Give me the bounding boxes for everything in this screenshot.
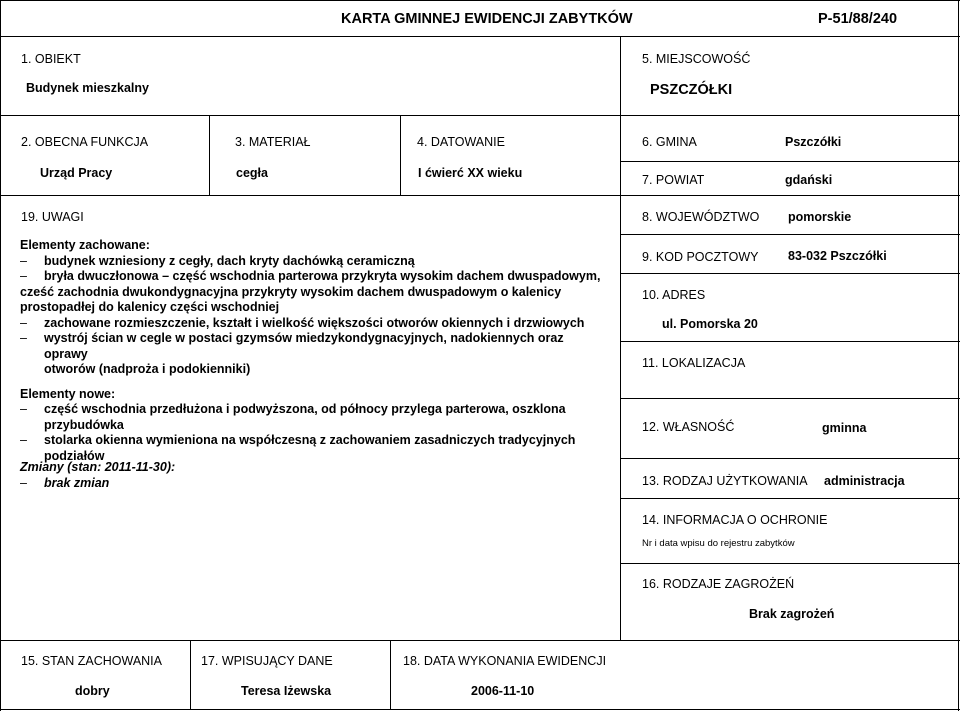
uzytkowanie-value: administracja (824, 474, 905, 488)
rule-ochrona (620, 563, 960, 564)
gmina-label: 6. GMINA (642, 135, 697, 149)
rule-wlasnosc (620, 458, 960, 459)
obiekt-value: Budynek mieszkalny (26, 81, 149, 95)
rule-obiekt (0, 115, 620, 116)
datowanie-value: I ćwierć XX wieku (418, 166, 523, 180)
rule-top (0, 0, 960, 1)
rule-kod (620, 273, 960, 274)
kod-label: 9. KOD POCZTOWY (642, 250, 759, 264)
rule-powiat (620, 195, 960, 196)
rule-col-17-18 (390, 640, 391, 710)
uzytkowanie-label: 13. RODZAJ UŻYTKOWANIA (642, 474, 808, 488)
zachowane-item-cont: otworów (nadproża i podokienniki) (44, 362, 251, 376)
datowanie-label: 4. DATOWANIE (417, 135, 505, 149)
lokalizacja-label: 11. LOKALIZACJA (642, 356, 746, 370)
powiat-label: 7. POWIAT (642, 173, 705, 187)
rule-col-3-4 (400, 115, 401, 195)
zachowane-item-cont: prostopadłej do kalenicy części wschodniej (20, 300, 280, 314)
rule-bottom-row (0, 640, 960, 641)
wpisujacy-label: 17. WPISUJĄCY DANE (201, 654, 333, 668)
nowe-heading: Elementy nowe: (20, 386, 116, 401)
material-label: 3. MATERIAŁ (235, 135, 311, 149)
rule-header (0, 36, 960, 37)
zagrozenia-value: Brak zagrożeń (749, 607, 835, 621)
nowe-item-cont: przybudówka (44, 417, 124, 432)
miejscowosc-value: PSZCZÓŁKI (650, 82, 733, 98)
wlasnosc-value: gminna (822, 421, 867, 435)
rule-gmina (620, 161, 960, 162)
material-value: cegła (236, 166, 268, 180)
rule-adres (620, 341, 960, 342)
zagrozenia-label: 16. RODZAJE ZAGROŻEŃ (642, 577, 795, 591)
ochrona-note: Nr i data wpisu do rejestru zabytków (642, 538, 795, 549)
ochrona-label: 14. INFORMACJA O OCHRONIE (642, 513, 828, 527)
funkcja-label: 2. OBECNA FUNKCJA (21, 135, 149, 149)
zachowane-item: – budynek wzniesiony z cegły, dach kryty dachówką ceramiczną (20, 254, 610, 270)
zachowane-item: – zachowane rozmieszczenie, kształt i wielkość większości otworów okiennych i drzwiowych (20, 316, 610, 332)
wojewodztwo-label: 8. WOJEWÓDZTWO (642, 210, 760, 224)
miejscowosc-label: 5. MIEJSCOWOŚĆ (642, 52, 751, 66)
kod-value: 83-032 Pszczółki (788, 249, 887, 263)
zmiany-item: – brak zmian (20, 475, 175, 491)
zachowane-heading: Elementy zachowane: (20, 238, 150, 252)
funkcja-value: Urząd Pracy (40, 166, 113, 180)
nowe-item: – stolarka okienna wymieniona na współczesną z zachowaniem zasadniczych tradycyjnych (20, 433, 610, 449)
nowe-item-cont: podziałów (44, 448, 105, 463)
zachowane-item-cont: cześć zachodnia dwukondygnacyjna przykryty wysokim dachem dwuspadowym o kalenicy (20, 284, 562, 299)
rule-miejscowosc (620, 115, 960, 116)
data-ewidencji-value: 2006-11-10 (471, 684, 535, 698)
gmina-value: Pszczółki (785, 135, 842, 149)
uwagi-label: 19. UWAGI (21, 210, 84, 224)
zachowane-list (20, 254, 610, 378)
wpisujacy-value: Teresa Iżewska (241, 684, 332, 698)
rule-col-main (620, 36, 621, 640)
rule-left (0, 0, 1, 711)
zmiany-block (20, 459, 175, 491)
stan-value: dobry (75, 684, 110, 698)
nowe-list (20, 402, 610, 464)
stan-label: 15. STAN ZACHOWANIA (21, 654, 162, 668)
zachowane-item: – wystrój ścian w cegle w postaci gzymsów miedzykondygnacyjnych, nadokiennych oraz oprawy (20, 331, 610, 362)
rule-bottom (0, 709, 960, 710)
data-ewidencji-label: 18. DATA WYKONANIA EWIDENCJI (403, 654, 607, 668)
rule-right (958, 0, 959, 711)
zachowane-item: – bryła dwuczłonowa – część wschodnia parterowa przykryta wysokim dachem dwuspadowym, (20, 269, 610, 285)
card-title: KARTA GMINNEJ EWIDENCJI ZABYTKÓW (341, 11, 633, 27)
wlasnosc-label: 12. WŁASNOŚĆ (642, 420, 735, 434)
zmiany-heading: Zmiany (stan: 2011-11-30): (20, 460, 176, 474)
rule-lok (620, 398, 960, 399)
nowe-item: – część wschodnia przedłużona i podwyższona, od północy przylega parterowa, oszklona (20, 402, 610, 418)
rule-col-2-3 (209, 115, 210, 195)
card-number: P-51/88/240 (818, 11, 898, 27)
adres-value: ul. Pomorska 20 (662, 317, 758, 331)
adres-label: 10. ADRES (642, 288, 706, 302)
rule-row2 (0, 195, 620, 196)
powiat-value: gdański (785, 173, 833, 187)
uwagi-notes (20, 238, 610, 464)
wojewodztwo-value: pomorskie (788, 210, 852, 224)
rule-col-15-17 (190, 640, 191, 710)
obiekt-label: 1. OBIEKT (21, 52, 81, 66)
rule-woj (620, 234, 960, 235)
rule-uzytk (620, 498, 960, 499)
